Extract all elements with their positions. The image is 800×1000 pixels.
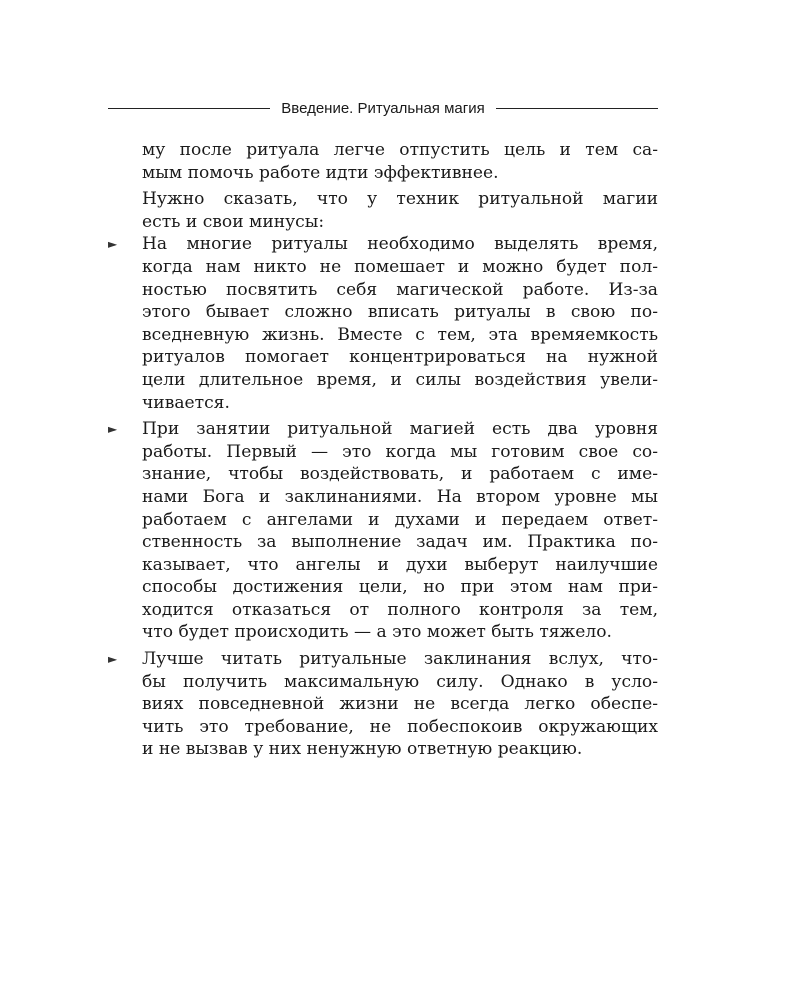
text-line: и не вызвав у них ненужную ответную реакцию.	[142, 739, 583, 760]
text-line: Лучше читать ритуальные заклинания вслух, что-	[142, 649, 658, 670]
text-line: На многие ритуалы необходимо выделять время,	[142, 234, 658, 255]
paragraph-continuation	[108, 139, 658, 184]
running-header	[108, 96, 658, 120]
text-line: Нужно сказать, что у техник ритуальной магии	[142, 189, 658, 210]
text-line: мым помочь работе идти эффективнее.	[142, 162, 499, 183]
bullet-arrow-icon: ►	[108, 422, 118, 437]
text-line: чивается.	[142, 392, 230, 413]
text-line: знание, чтобы воздействовать, и работаем с име-	[142, 464, 658, 485]
paragraph-intro	[108, 188, 658, 233]
text-line: чить это требование, не побеспокоив окружающих	[142, 716, 658, 737]
text-line: способы достижения цели, но при этом нам при-	[142, 577, 658, 598]
text-line: виях повседневной жизни не всегда легко обеспе-	[142, 694, 658, 715]
text-line: При занятии ритуальной магией есть два уровня	[142, 419, 658, 440]
bullet-item	[108, 648, 658, 761]
text-line: когда нам никто не помешает и можно будет пол-	[142, 256, 658, 277]
text-line: работы. Первый — это когда мы готовим свое со-	[142, 441, 658, 462]
text-line: вседневную жизнь. Вместе с тем, эта времяемкость	[142, 324, 658, 345]
text-line: ственность за выполнение задач им. Практика по-	[142, 532, 658, 553]
text-line: му после ритуала легче отпустить цель и тем са-	[142, 140, 658, 160]
text-line: есть и свои минусы:	[142, 211, 325, 232]
header-rule-left	[108, 108, 270, 109]
bullet-item	[108, 233, 658, 414]
header-title: Введение. Ритуальная магия	[281, 99, 485, 117]
bullet-item	[108, 418, 658, 644]
text-line: этого бывает сложно вписать ритуалы в свою по-	[142, 302, 658, 323]
text-line: что будет происходить — а это может быть тяжело.	[142, 622, 612, 643]
text-line: казывает, что ангелы и духи выберут наилучшие	[142, 554, 658, 575]
text-line: нами Бога и заклинаниями. На втором уровне мы	[142, 486, 658, 507]
header-rule-right	[496, 108, 658, 109]
text-line: бы получить максимальную силу. Однако в усло-	[142, 671, 658, 692]
text-line: ходится отказаться от полного контроля за тем,	[142, 599, 658, 620]
text-line: ритуалов помогает концентрироваться на нужной	[142, 347, 658, 368]
text-line: цели длительное время, и силы воздействия увели-	[142, 369, 658, 390]
bullet-arrow-icon: ►	[108, 652, 118, 667]
text-line: ностью посвятить себя магической работе. Из-за	[142, 279, 658, 300]
text-line: работаем с ангелами и духами и передаем ответ-	[142, 509, 658, 530]
bullet-arrow-icon: ►	[108, 237, 118, 252]
page-body	[108, 139, 658, 761]
